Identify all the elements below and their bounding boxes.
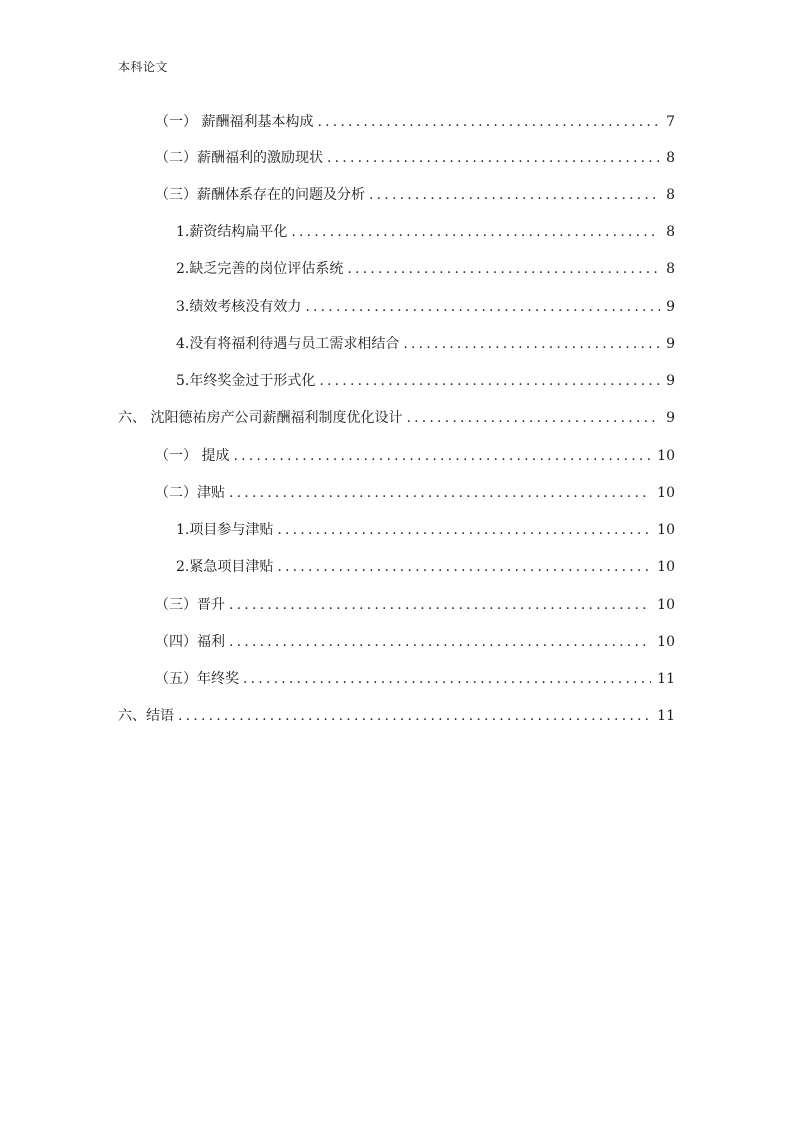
toc-dot-leader [317,112,660,132]
toc-page-number: 8 [666,261,675,277]
toc-dot-leader [229,595,651,615]
toc-entry[interactable] [118,706,675,726]
toc-dot-leader [291,222,660,242]
toc-entry-label: 六、 沈阳德祐房产公司薪酬福利制度优化设计 [118,410,403,426]
toc-page-number: 7 [666,114,675,130]
toc-page-number: 9 [666,336,675,352]
toc-entry-label: 1.薪资结构扁平化 [176,224,288,240]
toc-dot-leader [403,334,660,354]
toc-entry[interactable] [155,185,675,205]
toc-dot-leader [229,632,651,652]
toc-entry-label: 5.年终奖金过于形式化 [176,373,316,389]
toc-entry-label: 2.缺乏完善的岗位评估系统 [176,261,344,277]
toc-page-number: 10 [657,485,675,501]
toc-page-number: 10 [657,522,675,538]
toc-page-number: 9 [666,410,675,426]
toc-dot-leader [229,483,651,503]
toc-page-number: 8 [666,224,675,240]
toc-entry-label: 1.项目参与津贴 [176,522,274,538]
toc-page-number: 11 [657,671,675,687]
toc-page-number: 10 [657,597,675,613]
toc-entry-label: （四）福利 [155,634,225,650]
toc-page-number: 8 [666,187,675,203]
toc-dot-leader [233,446,651,466]
toc-entry-label: （二）津贴 [155,485,225,501]
toc-dot-leader [243,669,651,689]
toc-entry[interactable] [155,669,675,689]
toc-entry[interactable] [176,297,675,317]
toc-entry-label: （一） 薪酬福利基本构成 [155,114,314,130]
toc-dot-leader [327,148,660,168]
toc-entry[interactable] [155,112,675,132]
toc-entry[interactable] [155,483,675,503]
toc-entry-label: （五）年终奖 [155,671,239,687]
toc-entry[interactable] [155,446,675,466]
toc-entry[interactable] [155,632,675,652]
toc-entry[interactable] [176,371,675,391]
toc-entry[interactable] [176,259,675,279]
toc-dot-leader [347,259,660,279]
toc-page-number: 9 [666,299,675,315]
toc-entry-label: 2.紧急项目津贴 [176,559,274,575]
toc-entry-label: （三）晋升 [155,597,225,613]
toc-page-number: 10 [657,559,675,575]
toc-entry[interactable] [176,520,675,540]
toc-dot-leader [277,557,651,577]
toc-dot-leader [319,371,660,391]
toc-page-number: 10 [657,448,675,464]
toc-page-number: 11 [657,708,675,724]
toc-dot-leader [369,185,660,205]
toc-entry-label: （一） 提成 [155,448,230,464]
toc-entry-label: 4.没有将福利待遇与员工需求相结合 [176,336,400,352]
toc-entry-label: 六、结语 [118,708,174,724]
toc-dot-leader [406,408,660,428]
toc-entry-label: （二）薪酬福利的激励现状 [155,150,323,166]
toc-entry-label: 3.绩效考核没有效力 [176,299,302,315]
toc-entry[interactable] [176,334,675,354]
toc-entry[interactable] [155,595,675,615]
toc-dot-leader [277,520,651,540]
toc-dot-leader [178,706,651,726]
toc-page-number: 8 [666,150,675,166]
toc-page-number: 9 [666,373,675,389]
toc-entry[interactable] [176,222,675,242]
toc-entry[interactable] [155,148,675,168]
toc-entry-label: （三）薪酬体系存在的问题及分析 [155,187,365,203]
toc-entry[interactable] [176,557,675,577]
page-header: 本科论文 [118,60,169,74]
toc-page-number: 10 [657,634,675,650]
toc-dot-leader [305,297,660,317]
toc-entry[interactable] [118,408,675,428]
